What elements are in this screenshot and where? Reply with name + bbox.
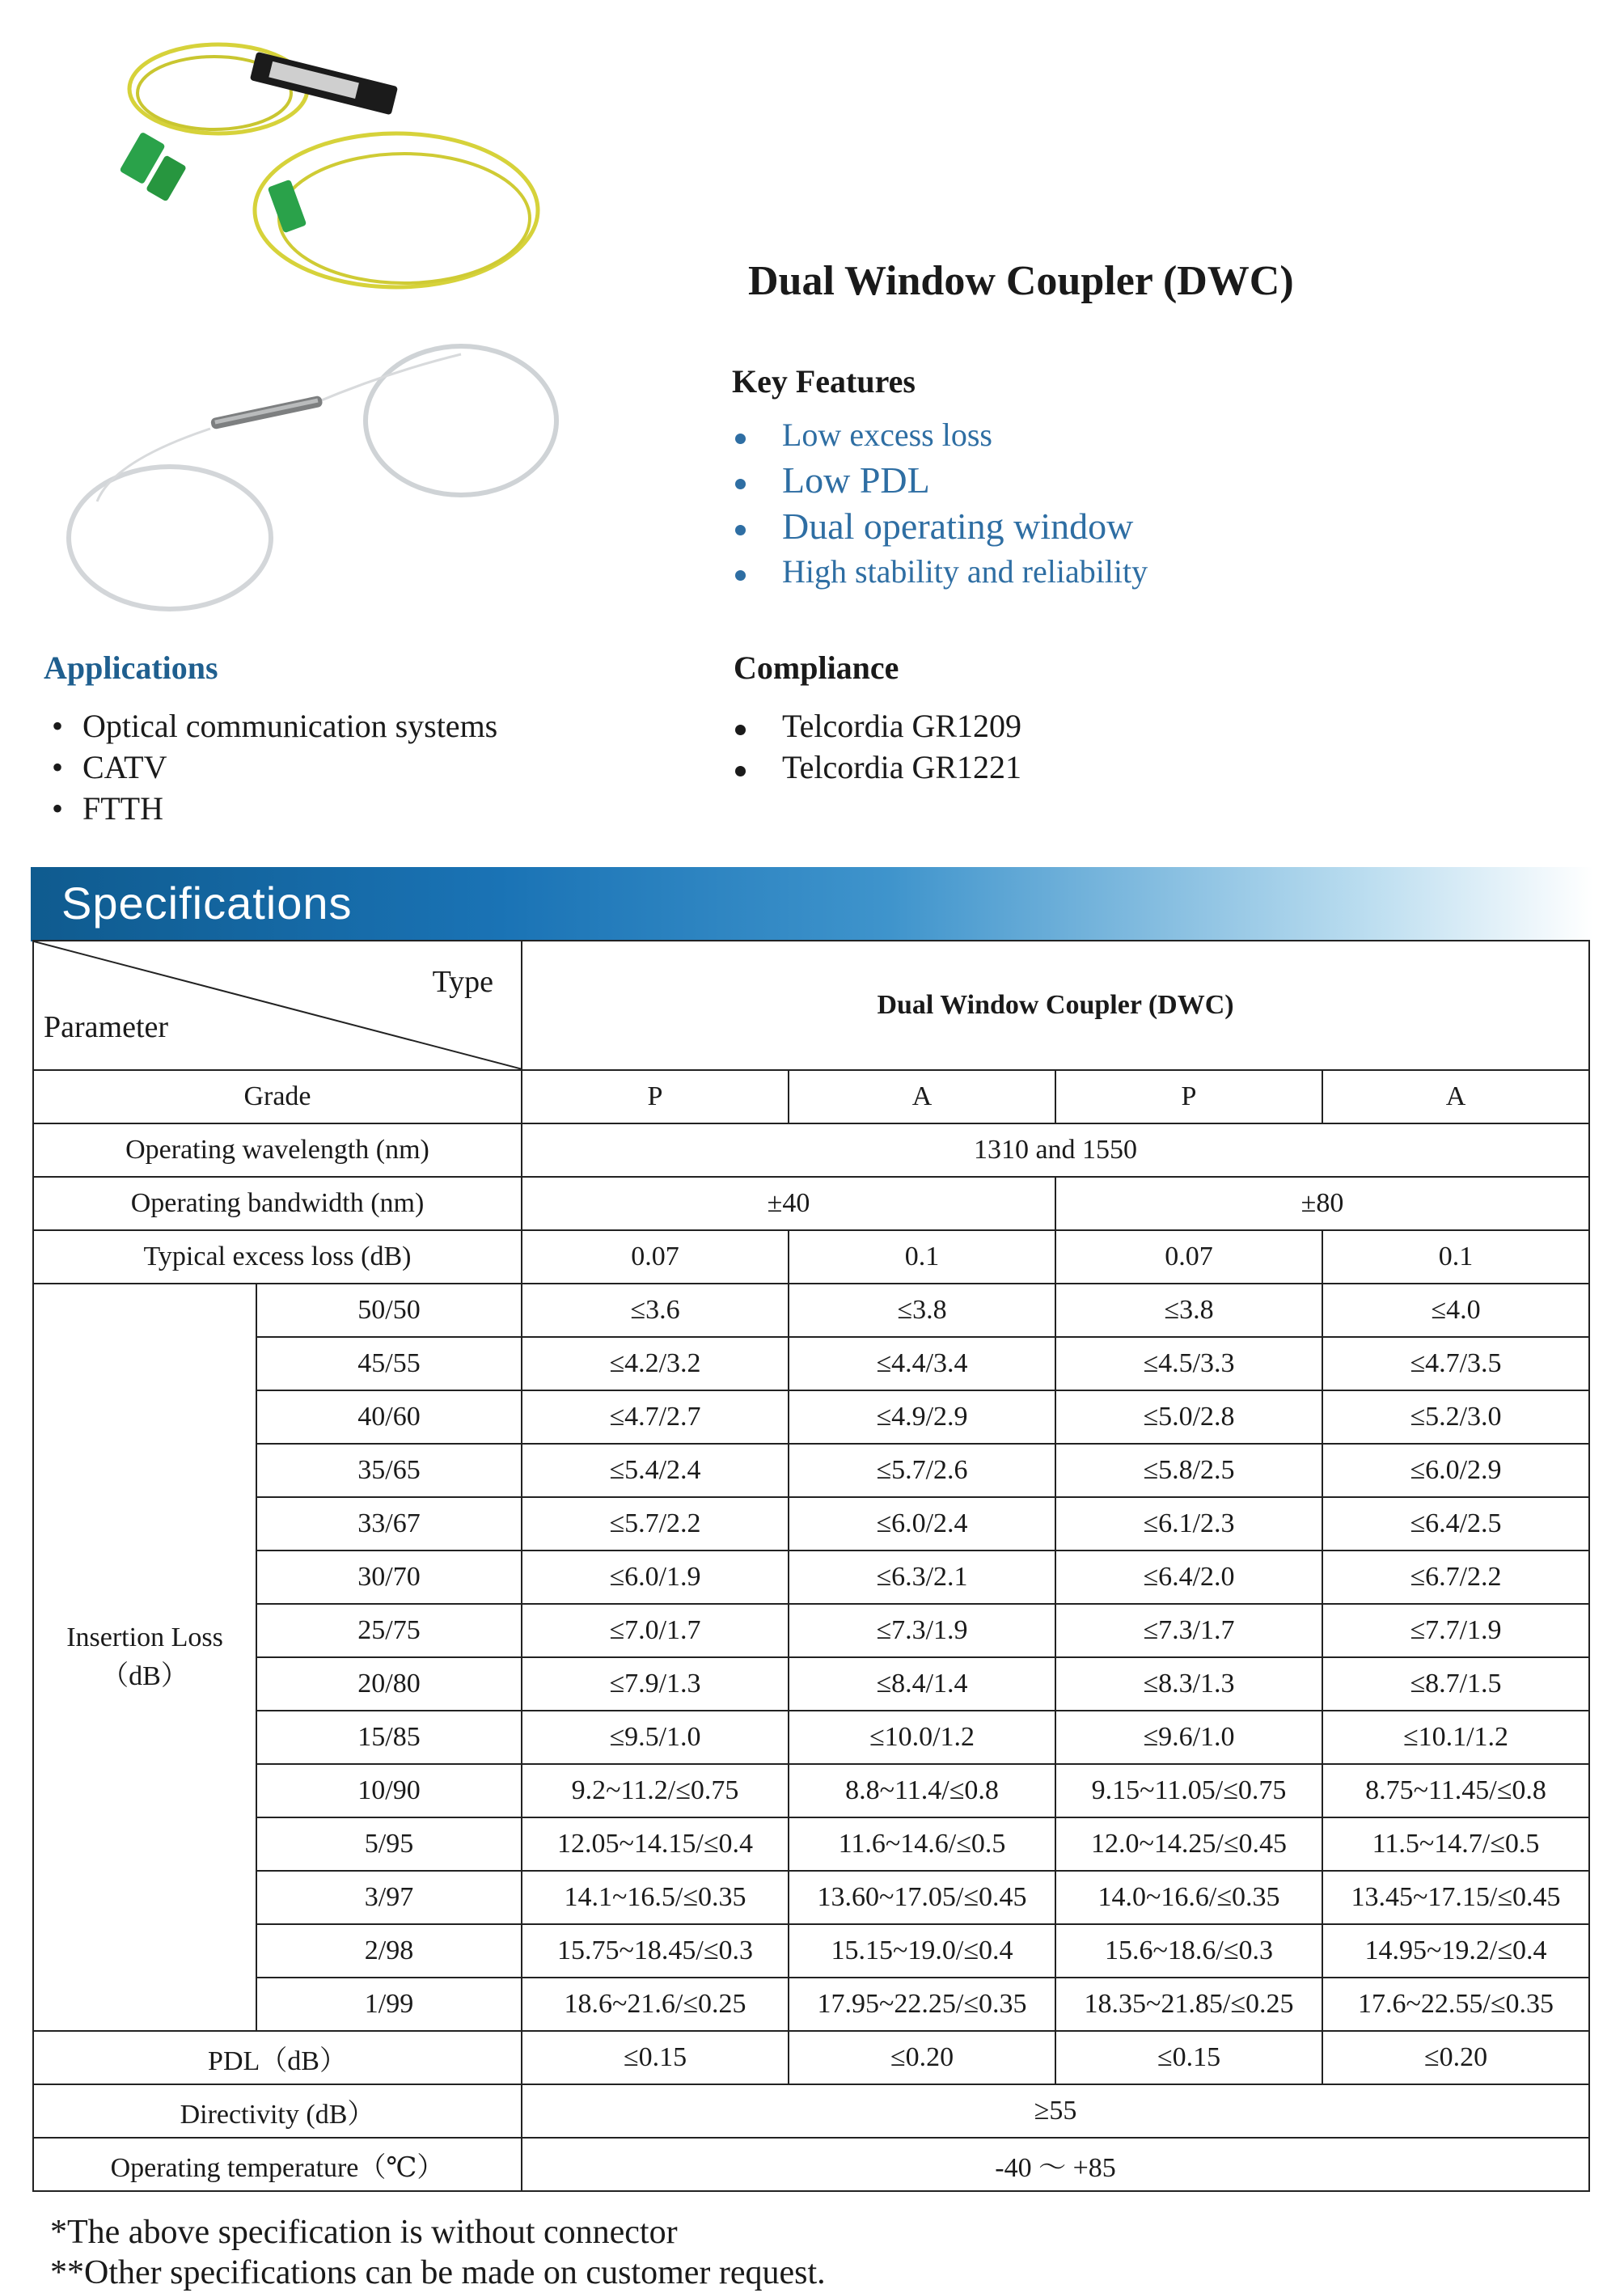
table-cell: ≤9.6/1.0	[1055, 1711, 1322, 1764]
bullet-icon	[735, 434, 746, 444]
table-cell: ±80	[1055, 1177, 1589, 1230]
table-cell: ≤4.7/2.7	[522, 1390, 789, 1444]
ratio-cell: 20/80	[256, 1657, 522, 1711]
table-cell: ≤7.9/1.3	[522, 1657, 789, 1711]
table-cell: 17.6~22.55/≤0.35	[1322, 1978, 1589, 2031]
row-label: Grade	[33, 1070, 522, 1123]
table-cell: P	[1055, 1070, 1322, 1123]
table-cell: 0.1	[1322, 1230, 1589, 1284]
table-header-row	[33, 941, 1589, 1070]
table-cell: 15.15~19.0/≤0.4	[789, 1924, 1055, 1978]
table-cell: ≤0.20	[789, 2031, 1055, 2084]
table-cell: ≤4.0	[1322, 1284, 1589, 1337]
table-cell: ≤3.8	[789, 1284, 1055, 1337]
feature-item: High stability and reliability	[732, 550, 1148, 594]
table-cell: 11.6~14.6/≤0.5	[789, 1817, 1055, 1871]
type-label: Type	[432, 965, 493, 999]
specifications-banner	[31, 867, 1593, 941]
table-cell: ≤7.0/1.7	[522, 1604, 789, 1657]
table-cell: ≤6.3/2.1	[789, 1551, 1055, 1604]
table-row-insertion-loss	[33, 1497, 1589, 1551]
specifications-banner-title: Specifications	[61, 878, 353, 929]
table-row-insertion-loss	[33, 1924, 1589, 1978]
table-cell: ≤5.4/2.4	[522, 1444, 789, 1497]
feature-item: Low PDL	[732, 458, 1148, 503]
table-cell: ≤5.7/2.6	[789, 1444, 1055, 1497]
applications-list	[52, 705, 497, 829]
table-cell: 0.07	[522, 1230, 789, 1284]
ratio-cell: 33/67	[256, 1497, 522, 1551]
key-features-heading: Key Features	[732, 363, 916, 400]
table-cell: ≤5.0/2.8	[1055, 1390, 1322, 1444]
table-cell: ≤9.5/1.0	[522, 1711, 789, 1764]
table-row-insertion-loss	[33, 1551, 1589, 1604]
table-cell: ≤7.3/1.9	[789, 1604, 1055, 1657]
table-cell: 18.35~21.85/≤0.25	[1055, 1978, 1322, 2031]
table-cell: ≤6.7/2.2	[1322, 1551, 1589, 1604]
table-row-insertion-loss	[33, 1711, 1589, 1764]
bullet-icon	[735, 570, 746, 581]
row-label: Operating temperature（℃）	[33, 2138, 522, 2191]
table-cell: 0.07	[1055, 1230, 1322, 1284]
table-row-insertion-loss	[33, 1337, 1589, 1390]
table-cell: ≤4.7/3.5	[1322, 1337, 1589, 1390]
compliance-list	[732, 705, 1021, 788]
table-row-bandwidth	[33, 1177, 1589, 1230]
table-cell: 9.15~11.05/≤0.75	[1055, 1764, 1322, 1817]
ratio-cell: 3/97	[256, 1871, 522, 1924]
table-cell: 8.75~11.45/≤0.8	[1322, 1764, 1589, 1817]
table-cell: A	[789, 1070, 1055, 1123]
table-cell: ≤5.7/2.2	[522, 1497, 789, 1551]
ratio-cell: 45/55	[256, 1337, 522, 1390]
table-cell: 15.6~18.6/≤0.3	[1055, 1924, 1322, 1978]
specifications-table	[32, 940, 1590, 2192]
compliance-item: Telcordia GR1209	[732, 705, 1021, 747]
table-cell: 1310 and 1550	[522, 1123, 1589, 1177]
table-cell: ≤10.1/1.2	[1322, 1711, 1589, 1764]
table-row-directivity	[33, 2084, 1589, 2138]
table-cell: ≤3.8	[1055, 1284, 1322, 1337]
ratio-cell: 25/75	[256, 1604, 522, 1657]
table-cell: ≤7.7/1.9	[1322, 1604, 1589, 1657]
table-row-wavelength	[33, 1123, 1589, 1177]
table-cell: ≤8.7/1.5	[1322, 1657, 1589, 1711]
table-cell: 17.95~22.25/≤0.35	[789, 1978, 1055, 2031]
table-cell: ≤8.3/1.3	[1055, 1657, 1322, 1711]
insertion-loss-label-cell: Insertion Loss （dB）	[33, 1284, 256, 2031]
table-cell: 0.1	[789, 1230, 1055, 1284]
ratio-cell: 2/98	[256, 1924, 522, 1978]
table-row-insertion-loss	[33, 1764, 1589, 1817]
table-row-insertion-loss	[33, 1657, 1589, 1711]
table-cell: 18.6~21.6/≤0.25	[522, 1978, 789, 2031]
table-cell: 14.95~19.2/≤0.4	[1322, 1924, 1589, 1978]
table-row-insertion-loss	[33, 1871, 1589, 1924]
table-row-pdl	[33, 2031, 1589, 2084]
table-cell: ≤5.8/2.5	[1055, 1444, 1322, 1497]
table-cell: 13.60~17.05/≤0.45	[789, 1871, 1055, 1924]
table-cell: ≤6.0/1.9	[522, 1551, 789, 1604]
table-title: Dual Window Coupler (DWC)	[522, 941, 1589, 1070]
table-cell: ≤4.2/3.2	[522, 1337, 789, 1390]
table-cell: ≤4.4/3.4	[789, 1337, 1055, 1390]
table-cell: 12.0~14.25/≤0.45	[1055, 1817, 1322, 1871]
table-cell: ≤0.15	[1055, 2031, 1322, 2084]
table-cell: -40 ～ +85	[522, 2138, 1589, 2191]
table-cell: ≤0.20	[1322, 2031, 1589, 2084]
table-cell: ±40	[522, 1177, 1055, 1230]
table-cell: ≤6.1/2.3	[1055, 1497, 1322, 1551]
table-cell: ≤6.4/2.5	[1322, 1497, 1589, 1551]
ratio-cell: 10/90	[256, 1764, 522, 1817]
table-cell: ≤4.9/2.9	[789, 1390, 1055, 1444]
table-row-insertion-loss	[33, 1817, 1589, 1871]
bullet-icon	[735, 479, 746, 489]
table-row-insertion-loss	[33, 1284, 1589, 1337]
table-cell: 11.5~14.7/≤0.5	[1322, 1817, 1589, 1871]
table-row-temperature	[33, 2138, 1589, 2191]
row-label: Directivity (dB）	[33, 2084, 522, 2138]
diagonal-divider	[34, 941, 522, 1069]
application-item: • Optical communication systems	[52, 708, 498, 744]
table-cell: ≤0.15	[522, 2031, 789, 2084]
table-cell: ≤10.0/1.2	[789, 1711, 1055, 1764]
table-cell: 14.0~16.6/≤0.35	[1055, 1871, 1322, 1924]
table-cell: ≤6.0/2.4	[789, 1497, 1055, 1551]
table-cell: ≤7.3/1.7	[1055, 1604, 1322, 1657]
ratio-cell: 50/50	[256, 1284, 522, 1337]
application-item: • CATV	[52, 749, 167, 785]
table-cell: P	[522, 1070, 789, 1123]
table-row-grade	[33, 1070, 1589, 1123]
table-cell: 13.45~17.15/≤0.45	[1322, 1871, 1589, 1924]
table-cell: 8.8~11.4/≤0.8	[789, 1764, 1055, 1817]
application-item: • FTTH	[52, 790, 163, 827]
ratio-cell: 35/65	[256, 1444, 522, 1497]
parameter-label: Parameter	[44, 1010, 169, 1044]
table-row-insertion-loss	[33, 1978, 1589, 2031]
footnote: **Other specifications can be made on customer request.	[50, 2254, 826, 2291]
table-cell: ≥55	[522, 2084, 1589, 2138]
table-cell: 14.1~16.5/≤0.35	[522, 1871, 789, 1924]
product-image-yellow-coupler	[57, 24, 542, 299]
compliance-heading: Compliance	[734, 649, 899, 686]
table-cell: ≤6.4/2.0	[1055, 1551, 1322, 1604]
table-cell: ≤3.6	[522, 1284, 789, 1337]
type-parameter-header-cell	[33, 941, 522, 1070]
row-label: Operating bandwidth (nm)	[33, 1177, 522, 1230]
footnotes	[50, 2212, 826, 2293]
table-cell: A	[1322, 1070, 1589, 1123]
table-cell: ≤5.2/3.0	[1322, 1390, 1589, 1444]
key-features-list	[732, 412, 1148, 594]
feature-item: Dual operating window	[732, 503, 1148, 550]
row-label: Operating wavelength (nm)	[33, 1123, 522, 1177]
feature-item: Low excess loss	[732, 412, 1148, 458]
table-row-insertion-loss	[33, 1390, 1589, 1444]
bullet-icon	[735, 725, 746, 735]
table-cell: 12.05~14.15/≤0.4	[522, 1817, 789, 1871]
ratio-cell: 40/60	[256, 1390, 522, 1444]
table-row-insertion-loss	[33, 1444, 1589, 1497]
footnote: *The above specification is without connector	[50, 2214, 678, 2251]
table-cell: ≤4.5/3.3	[1055, 1337, 1322, 1390]
table-cell: 9.2~11.2/≤0.75	[522, 1764, 789, 1817]
product-image-bare-coupler	[49, 340, 566, 615]
table-row-insertion-loss	[33, 1604, 1589, 1657]
table-cell: ≤6.0/2.9	[1322, 1444, 1589, 1497]
product-title: Dual Window Coupler (DWC)	[748, 258, 1294, 304]
bullet-icon	[735, 766, 746, 776]
compliance-item: Telcordia GR1221	[732, 747, 1021, 788]
table-cell: ≤8.4/1.4	[789, 1657, 1055, 1711]
ratio-cell: 15/85	[256, 1711, 522, 1764]
applications-heading: Applications	[44, 649, 218, 686]
ratio-cell: 30/70	[256, 1551, 522, 1604]
ratio-cell: 5/95	[256, 1817, 522, 1871]
ratio-cell: 1/99	[256, 1978, 522, 2031]
row-label: PDL（dB）	[33, 2031, 522, 2084]
bullet-icon	[735, 525, 746, 535]
table-row-excess-loss	[33, 1230, 1589, 1284]
table-cell: 15.75~18.45/≤0.3	[522, 1924, 789, 1978]
row-label: Typical excess loss (dB)	[33, 1230, 522, 1284]
